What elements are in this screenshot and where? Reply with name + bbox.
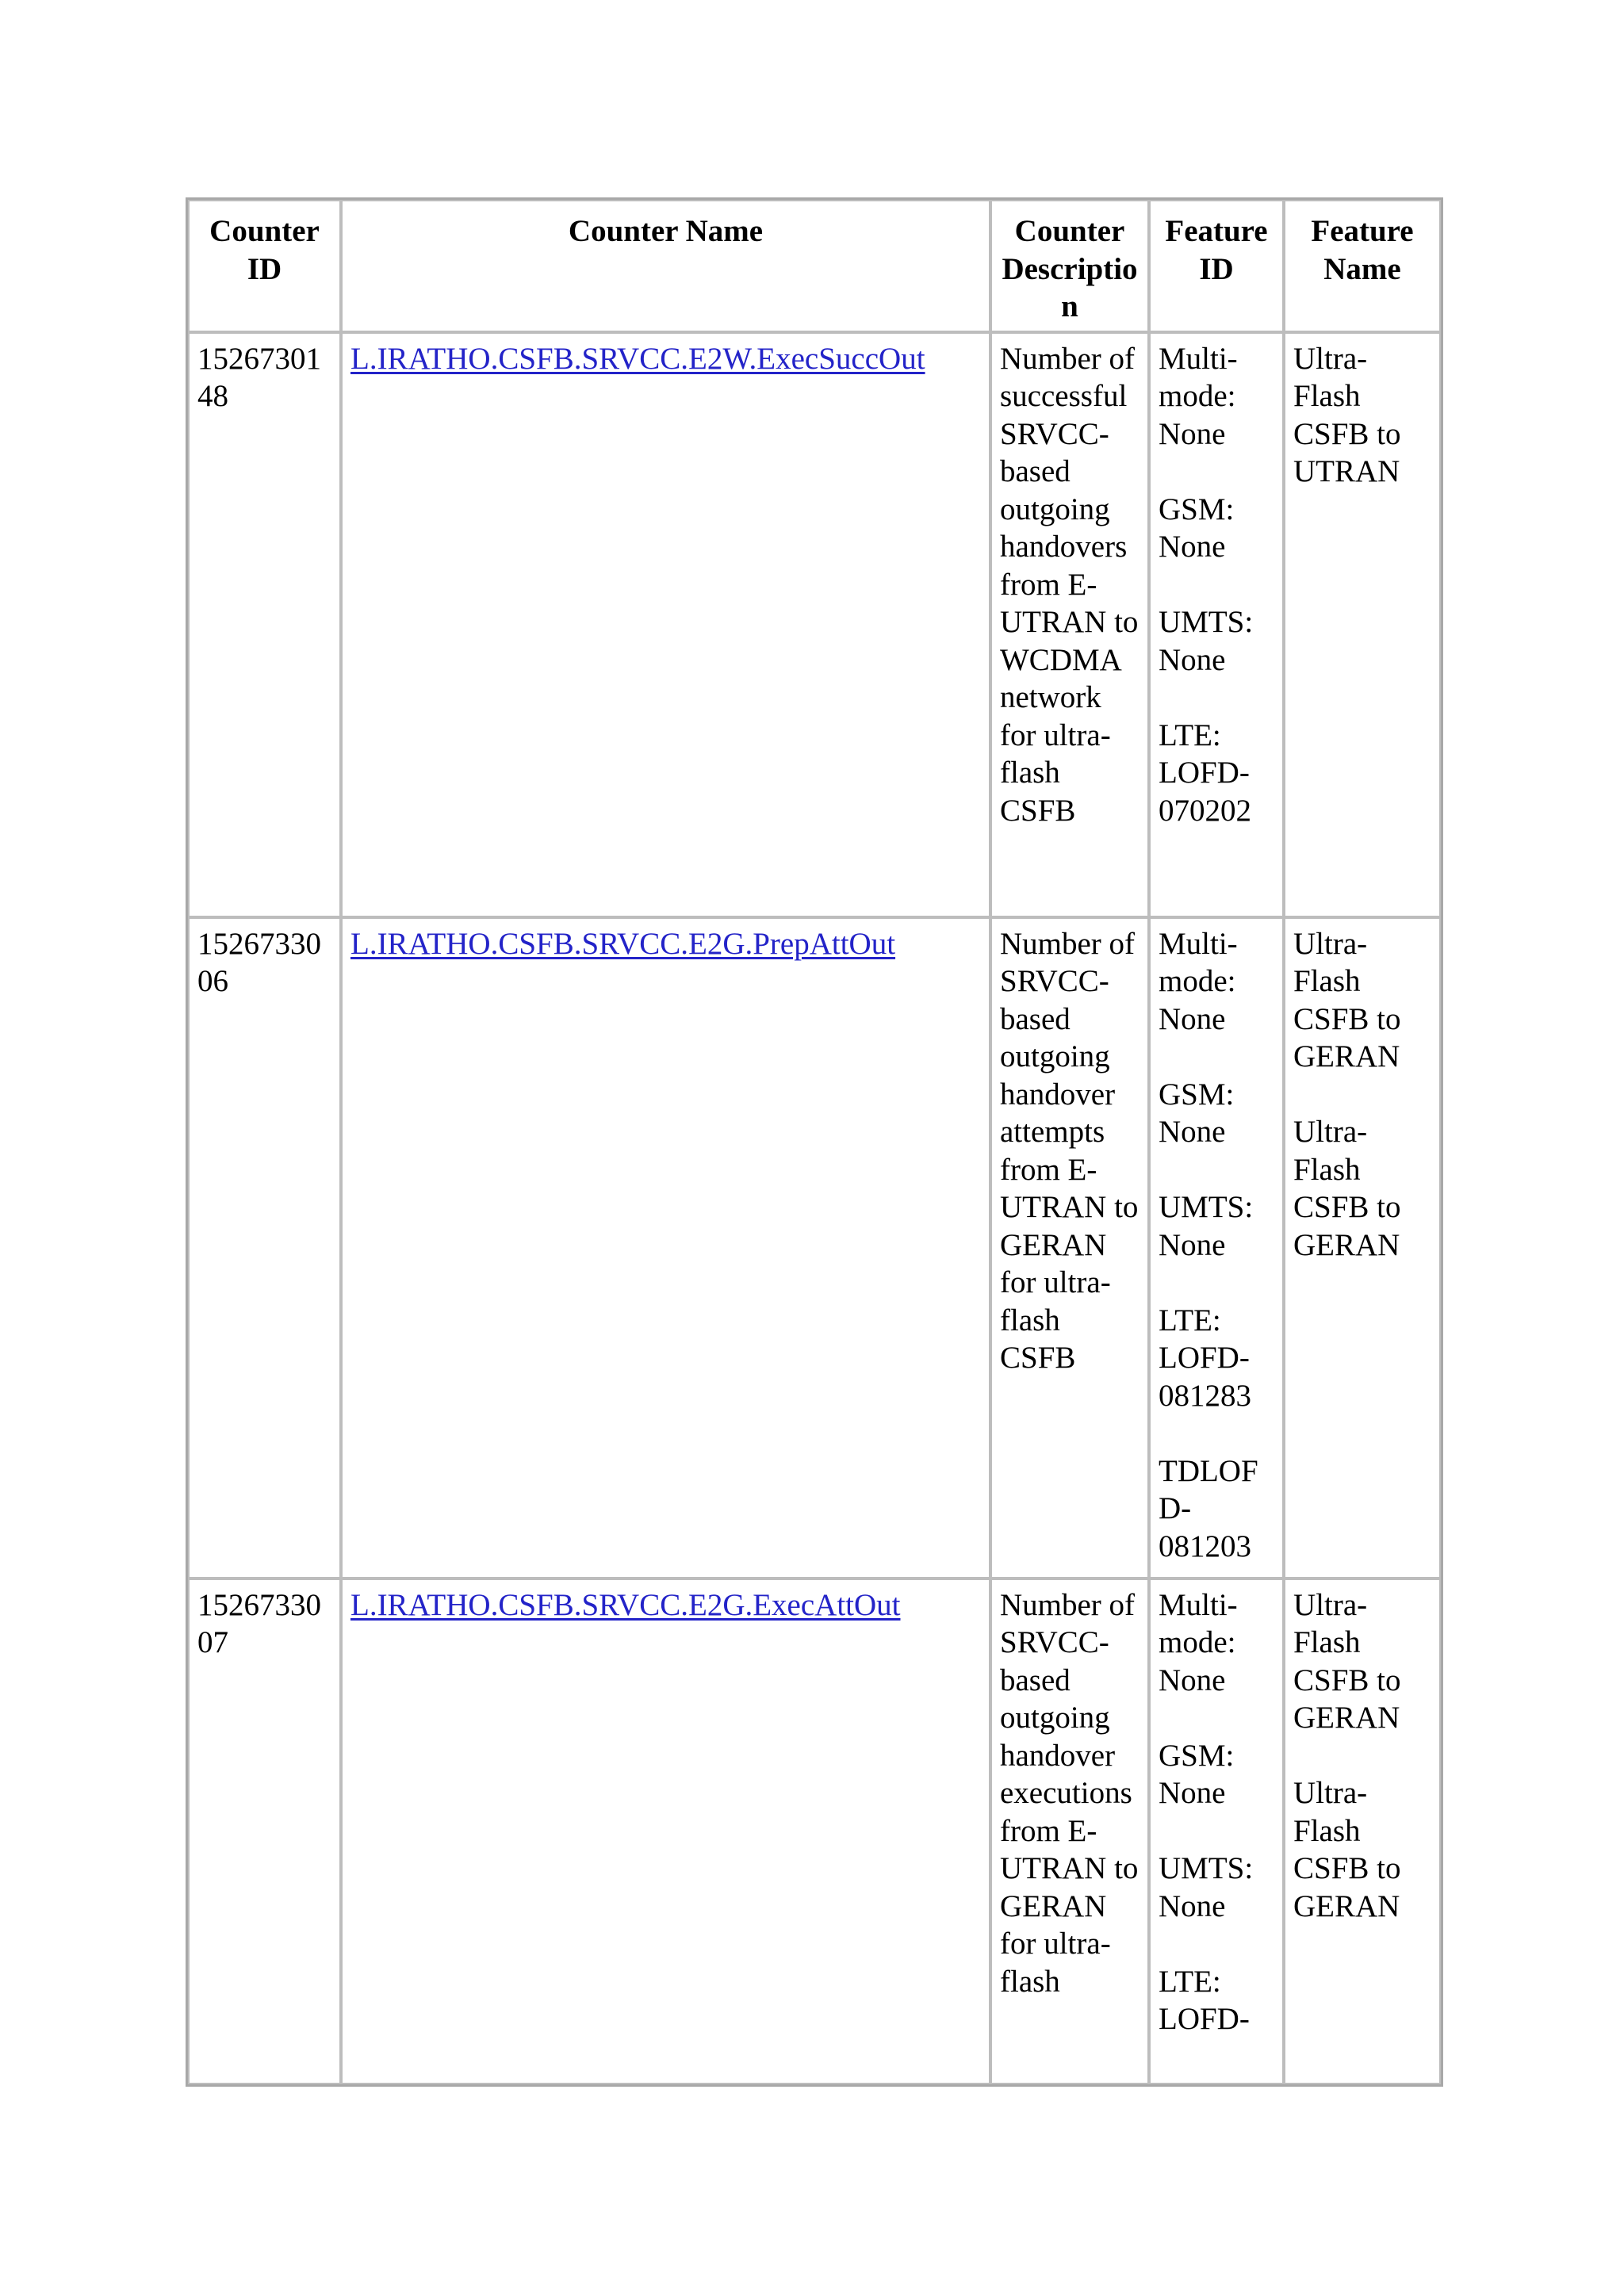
counter-name-link[interactable]: L.IRATHO.CSFB.SRVCC.E2G.PrepAttOut <box>350 926 896 961</box>
feature-id-entry: GSM: None <box>1159 1738 1235 1810</box>
table-row <box>188 917 1441 1578</box>
feature-id-entry: GSM: None <box>1159 1077 1235 1149</box>
feature-id-entry: UMTS: None <box>1159 605 1254 677</box>
feature-id-entry: Multi-mode: None <box>1159 926 1238 1036</box>
feature-id-cell <box>1149 332 1284 917</box>
feature-id-entry: GSM: None <box>1159 492 1235 564</box>
table-row <box>188 332 1441 917</box>
table-row <box>188 1578 1441 2084</box>
feature-name-entry: Ultra-Flash CSFB to GERAN <box>1293 1776 1401 1923</box>
counter-description-cell: Number of successful SRVCC-based outgoing handovers from E-UTRAN to WCDMA network for ultra-flash CSFB <box>990 332 1149 917</box>
counter-id-cell: 1526733006 <box>188 917 341 1578</box>
feature-name-entry: Ultra-Flash CSFB to GERAN <box>1293 1587 1401 1735</box>
header-counter-name: Counter Name <box>341 200 990 332</box>
feature-id-entry: LTE: LOFD-070202 <box>1159 718 1251 828</box>
feature-name-cell <box>1284 332 1441 917</box>
header-counter-id: Counter ID <box>188 200 341 332</box>
feature-id-entry: LTE: LOFD-081283 <box>1159 1303 1251 1413</box>
feature-id-cell <box>1149 917 1284 1578</box>
feature-id-entry: UMTS: None <box>1159 1851 1254 1923</box>
header-counter-description: Counter Description <box>990 200 1149 332</box>
feature-id-entry: TDLOFD-081203 <box>1159 1453 1258 1563</box>
feature-id-cell <box>1149 1578 1284 2084</box>
feature-id-entry: Multi-mode: None <box>1159 341 1238 451</box>
feature-id-entry: UMTS: None <box>1159 1190 1254 1262</box>
counter-id-cell: 1526730148 <box>188 332 341 917</box>
counter-table <box>186 197 1443 2087</box>
table-header-row <box>188 200 1441 332</box>
header-feature-name: Feature Name <box>1284 200 1441 332</box>
feature-name-cell <box>1284 1578 1441 2084</box>
counter-name-cell <box>341 1578 990 2084</box>
counter-description-cell: Number of SRVCC-based outgoing handover executions from E-UTRAN to GERAN for ultra-flash <box>990 1578 1149 2084</box>
counter-name-link[interactable]: L.IRATHO.CSFB.SRVCC.E2W.ExecSuccOut <box>350 341 925 376</box>
feature-name-entry: Ultra-Flash CSFB to UTRAN <box>1293 341 1401 488</box>
feature-name-entry: Ultra-Flash CSFB to GERAN <box>1293 926 1401 1073</box>
counter-name-cell <box>341 917 990 1578</box>
feature-name-entry: Ultra-Flash CSFB to GERAN <box>1293 1115 1401 1262</box>
feature-id-entry: Multi-mode: None <box>1159 1587 1238 1697</box>
counter-description-cell: Number of SRVCC-based outgoing handover attempts from E-UTRAN to GERAN for ultra-flash CSFB <box>990 917 1149 1578</box>
counter-id-cell: 1526733007 <box>188 1578 341 2084</box>
feature-id-entry: LTE: LOFD- <box>1159 1964 1250 2036</box>
feature-name-cell <box>1284 917 1441 1578</box>
counter-name-link[interactable]: L.IRATHO.CSFB.SRVCC.E2G.ExecAttOut <box>350 1587 901 1622</box>
counter-name-cell <box>341 332 990 917</box>
header-feature-id: Feature ID <box>1149 200 1284 332</box>
